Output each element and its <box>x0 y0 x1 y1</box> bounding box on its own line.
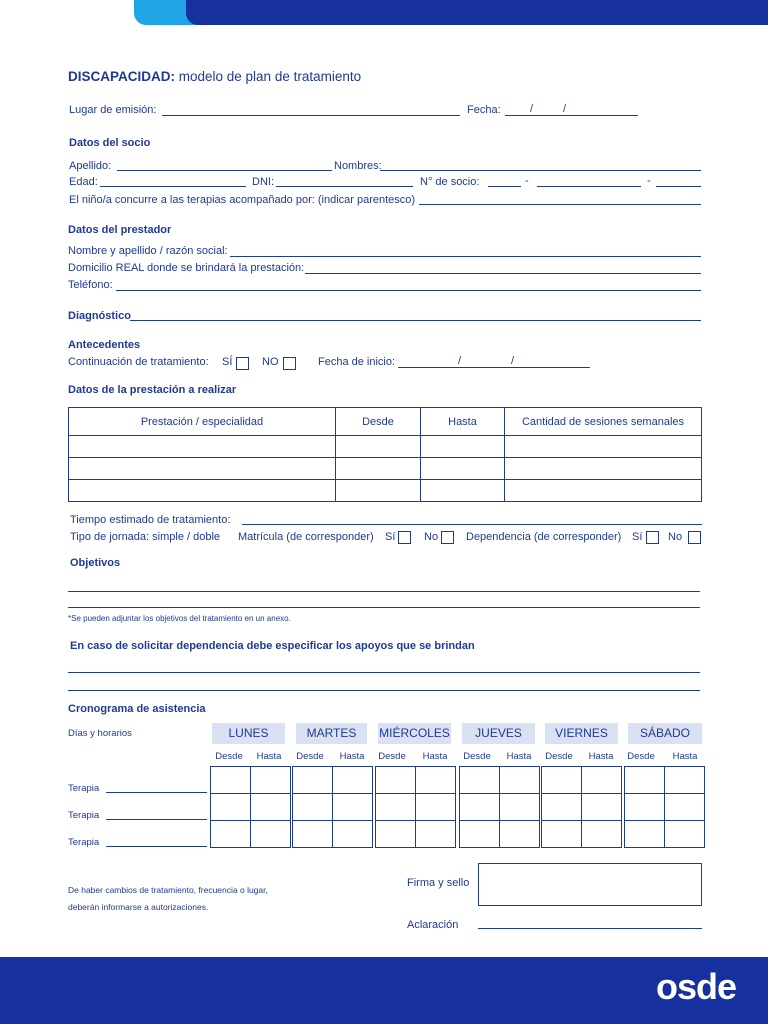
table-cell[interactable] <box>505 458 702 480</box>
nombre-prestador-label: Nombre y apellido / razón social: <box>68 245 228 257</box>
dependencia-no-checkbox[interactable] <box>688 531 701 544</box>
dni-field[interactable] <box>276 186 413 187</box>
telefono-field[interactable] <box>116 290 701 291</box>
header-bar <box>186 0 768 25</box>
fecha-inicio-field[interactable] <box>398 367 590 368</box>
schedule-cell[interactable] <box>333 794 373 821</box>
continuacion-label: Continuación de tratamiento: <box>68 356 209 368</box>
footer-note: De haber cambios de tratamiento, frecuencia o lugar, <box>68 885 268 895</box>
schedule-cell[interactable] <box>293 794 333 821</box>
schedule-cell[interactable] <box>251 794 291 821</box>
schedule-cell[interactable] <box>625 794 665 821</box>
terapia-label: Terapia <box>68 837 100 848</box>
apellido-field[interactable] <box>117 170 332 171</box>
schedule-cell[interactable] <box>416 821 456 848</box>
schedule-cell[interactable] <box>665 767 705 794</box>
schedule-cell[interactable] <box>582 821 622 848</box>
matricula-label: Matrícula (de corresponder) <box>238 531 374 543</box>
socio-heading: Datos del socio <box>69 137 151 149</box>
fecha-label: Fecha: <box>467 104 501 116</box>
nombres-field[interactable] <box>380 170 701 171</box>
dependencia-si-checkbox[interactable] <box>646 531 659 544</box>
terapia-field[interactable] <box>106 846 207 847</box>
nro-socio-field-2[interactable] <box>537 186 641 187</box>
dependencia-label: Dependencia (de corresponder) <box>466 531 622 543</box>
cronograma-heading: Cronograma de asistencia <box>68 703 206 715</box>
dni-label: DNI: <box>252 176 274 188</box>
schedule-cell[interactable] <box>500 794 540 821</box>
day-header-lunes: LUNES <box>212 723 285 744</box>
no-label: NO <box>262 356 279 368</box>
fecha-field[interactable] <box>505 115 638 116</box>
day-header-viernes: VIERNES <box>545 723 618 744</box>
dependencia-line-2[interactable] <box>68 690 700 691</box>
terapia-label: Terapia <box>68 783 100 794</box>
dependencia-heading: En caso de solicitar dependencia debe especificar los apoyos que se brindan <box>70 640 475 652</box>
matricula-si-checkbox[interactable] <box>398 531 411 544</box>
domicilio-label: Domicilio REAL donde se brindará la prestación: <box>68 262 305 274</box>
table-row <box>69 480 702 502</box>
schedule-cell[interactable] <box>542 794 582 821</box>
table-cell[interactable] <box>421 480 505 502</box>
schedule-cell[interactable] <box>293 767 333 794</box>
hasta-label: Hasta <box>422 751 448 762</box>
aclaracion-field[interactable] <box>478 928 702 929</box>
acompanado-field[interactable] <box>419 204 701 205</box>
dash: - <box>647 175 651 187</box>
domicilio-field[interactable] <box>305 273 701 274</box>
schedule-cell[interactable] <box>582 794 622 821</box>
tiempo-field[interactable] <box>242 524 702 525</box>
schedule-grid-sabado <box>624 766 705 848</box>
column-header: Prestación / especialidad <box>69 408 336 436</box>
table-row <box>69 436 702 458</box>
schedule-cell[interactable] <box>211 794 251 821</box>
lugar-label: Lugar de emisión: <box>69 104 157 116</box>
table-cell[interactable] <box>505 436 702 458</box>
continuacion-si-checkbox[interactable] <box>236 357 249 370</box>
terapia-field[interactable] <box>106 792 207 793</box>
nro-socio-label: N° de socio: <box>420 176 480 188</box>
schedule-cell[interactable] <box>582 767 622 794</box>
schedule-cell[interactable] <box>460 821 500 848</box>
column-header: Cantidad de sesiones semanales <box>505 408 702 436</box>
desde-label: Desde <box>296 751 324 762</box>
osde-logo: osde <box>656 966 737 1007</box>
hasta-label: Hasta <box>672 751 698 762</box>
prestacion-heading: Datos de la prestación a realizar <box>68 384 237 396</box>
schedule-cell[interactable] <box>251 821 291 848</box>
si-label: Sí <box>632 531 643 543</box>
nombre-prestador-field[interactable] <box>230 256 701 257</box>
schedule-cell[interactable] <box>333 767 373 794</box>
schedule-grid-viernes <box>541 766 622 848</box>
nro-socio-field-3[interactable] <box>656 186 701 187</box>
schedule-cell[interactable] <box>665 821 705 848</box>
schedule-cell[interactable] <box>542 767 582 794</box>
schedule-cell[interactable] <box>251 767 291 794</box>
schedule-cell[interactable] <box>333 821 373 848</box>
fecha-inicio-label: Fecha de inicio: <box>318 356 396 368</box>
table-cell[interactable] <box>336 458 421 480</box>
day-header-miercoles: MIÉRCOLES <box>378 723 451 744</box>
fecha-slash: / <box>530 103 534 115</box>
hasta-label: Hasta <box>339 751 365 762</box>
firma-label: Firma y sello <box>407 877 470 889</box>
schedule-cell[interactable] <box>376 821 416 848</box>
terapia-label: Terapia <box>68 810 100 821</box>
schedule-grid-jueves <box>459 766 540 848</box>
objetivos-line-2[interactable] <box>68 607 700 608</box>
lugar-field[interactable] <box>162 115 460 116</box>
table-cell[interactable] <box>421 436 505 458</box>
day-header-jueves: JUEVES <box>462 723 535 744</box>
schedule-cell[interactable] <box>625 767 665 794</box>
schedule-grid-lunes <box>210 766 291 848</box>
schedule-cell[interactable] <box>500 821 540 848</box>
diagnostico-label: Diagnóstico <box>68 310 131 322</box>
nro-socio-field-1[interactable] <box>488 186 521 187</box>
schedule-grid-miercoles <box>375 766 456 848</box>
schedule-cell[interactable] <box>665 794 705 821</box>
desde-label: Desde <box>215 751 243 762</box>
hasta-label: Hasta <box>256 751 282 762</box>
schedule-cell[interactable] <box>460 794 500 821</box>
objetivos-note: *Se pueden adjuntar los objetivos del tratamiento en un anexo. <box>68 614 291 623</box>
column-header: Desde <box>336 408 421 436</box>
schedule-cell[interactable] <box>211 767 251 794</box>
desde-label: Desde <box>463 751 491 762</box>
table-cell[interactable] <box>336 480 421 502</box>
antecedentes-heading: Antecedentes <box>68 339 141 351</box>
prestador-heading: Datos del prestador <box>68 224 172 236</box>
footer-note: deberán informarse a autorizaciones. <box>68 902 209 912</box>
objetivos-heading: Objetivos <box>70 557 121 569</box>
dash: - <box>525 175 529 187</box>
dependencia-line-1[interactable] <box>68 672 700 673</box>
fecha-slash: / <box>458 355 462 367</box>
schedule-cell[interactable] <box>416 794 456 821</box>
edad-label: Edad: <box>69 176 98 188</box>
column-header: Hasta <box>421 408 505 436</box>
table-cell[interactable] <box>421 458 505 480</box>
prestacion-table <box>68 407 702 502</box>
acompanado-label: El niño/a concurre a las terapias acompañado por: (indicar parentesco) <box>69 194 416 206</box>
telefono-label: Teléfono: <box>68 279 113 291</box>
day-header-martes: MARTES <box>296 723 367 744</box>
day-header-sabado: SÁBADO <box>628 723 702 744</box>
continuacion-no-checkbox[interactable] <box>283 357 296 370</box>
si-label: SÍ <box>222 356 233 368</box>
schedule-cell[interactable] <box>416 767 456 794</box>
edad-field[interactable] <box>100 186 246 187</box>
desde-label: Desde <box>378 751 406 762</box>
matricula-no-checkbox[interactable] <box>441 531 454 544</box>
schedule-cell[interactable] <box>376 794 416 821</box>
schedule-grid-martes <box>292 766 373 848</box>
table-cell[interactable] <box>69 436 336 458</box>
hasta-label: Hasta <box>506 751 532 762</box>
schedule-cell[interactable] <box>376 767 416 794</box>
desde-label: Desde <box>545 751 573 762</box>
schedule-cell[interactable] <box>293 821 333 848</box>
aclaracion-label: Aclaración <box>407 919 459 931</box>
hasta-label: Hasta <box>588 751 614 762</box>
no-label: No <box>424 531 439 543</box>
dias-horarios-label: Días y horarios <box>68 728 132 739</box>
schedule-cell[interactable] <box>542 821 582 848</box>
tiempo-label: Tiempo estimado de tratamiento: <box>70 514 231 526</box>
nombres-label: Nombres: <box>334 160 382 172</box>
schedule-cell[interactable] <box>460 767 500 794</box>
footer-bar <box>0 957 768 1024</box>
fecha-slash: / <box>511 355 515 367</box>
diagnostico-field[interactable] <box>130 320 701 321</box>
apellido-label: Apellido: <box>69 160 112 172</box>
tipo-jornada-label: Tipo de jornada: simple / doble <box>70 531 221 543</box>
terapia-field[interactable] <box>106 819 207 820</box>
page-title: DISCAPACIDAD: modelo de plan de tratamiento <box>68 69 362 84</box>
table-cell[interactable] <box>505 480 702 502</box>
objetivos-line-1[interactable] <box>68 591 700 592</box>
si-label: Sí <box>385 531 396 543</box>
firma-box[interactable] <box>478 863 702 906</box>
table-cell[interactable] <box>69 480 336 502</box>
schedule-cell[interactable] <box>500 767 540 794</box>
table-cell[interactable] <box>336 436 421 458</box>
desde-label: Desde <box>627 751 655 762</box>
fecha-slash: / <box>563 103 567 115</box>
schedule-cell[interactable] <box>625 821 665 848</box>
schedule-cell[interactable] <box>211 821 251 848</box>
table-row <box>69 458 702 480</box>
table-cell[interactable] <box>69 458 336 480</box>
no-label: No <box>668 531 683 543</box>
